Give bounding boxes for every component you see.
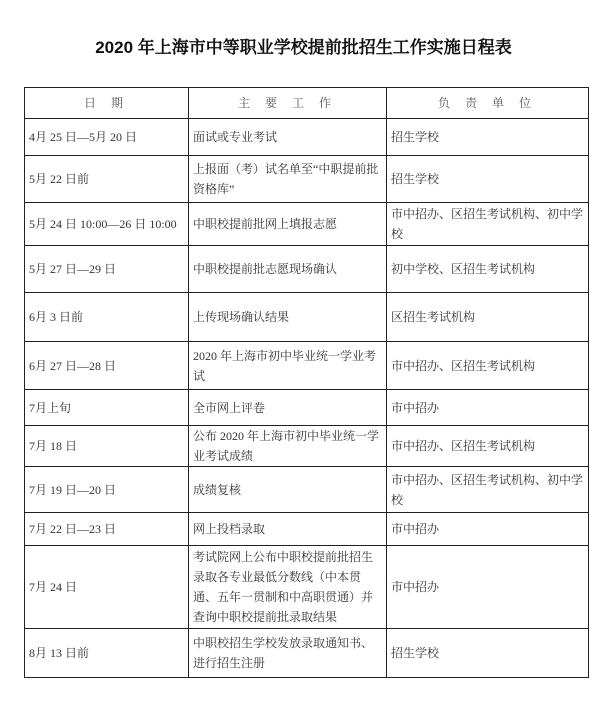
cell-unit: 初中学校、区招生考试机构 xyxy=(387,246,589,293)
cell-unit: 市中招办 xyxy=(387,390,589,426)
cell-unit: 市中招办、区招生考试机构、初中学校 xyxy=(387,467,589,513)
cell-date: 5月 24 日 10:00—26 日 10:00 xyxy=(25,203,189,246)
cell-date: 7月上旬 xyxy=(25,390,189,426)
cell-work: 中职校提前批网上填报志愿 xyxy=(189,203,387,246)
cell-work: 2020 年上海市初中毕业统一学业考试 xyxy=(189,342,387,390)
cell-unit: 招生学校 xyxy=(387,119,589,156)
header-unit: 负 责 单 位 xyxy=(387,88,589,119)
table-row xyxy=(25,513,589,546)
cell-date: 5月 22 日前 xyxy=(25,156,189,203)
table-row xyxy=(25,119,589,156)
table-row xyxy=(25,426,589,467)
cell-work: 中职校提前批志愿现场确认 xyxy=(189,246,387,293)
table-row xyxy=(25,246,589,293)
cell-unit: 招生学校 xyxy=(387,156,589,203)
table-row xyxy=(25,546,589,629)
table-row xyxy=(25,467,589,513)
cell-date: 7月 24 日 xyxy=(25,546,189,629)
table-row xyxy=(25,156,589,203)
cell-work: 中职校招生学校发放录取通知书、进行招生注册 xyxy=(189,629,387,678)
table-row xyxy=(25,342,589,390)
cell-date: 5月 27 日—29 日 xyxy=(25,246,189,293)
cell-date: 7月 18 日 xyxy=(25,426,189,467)
cell-work: 网上投档录取 xyxy=(189,513,387,546)
cell-unit: 市中招办 xyxy=(387,513,589,546)
cell-unit: 市中招办、区招生考试机构 xyxy=(387,342,589,390)
header-work: 主 要 工 作 xyxy=(189,88,387,119)
cell-unit: 区招生考试机构 xyxy=(387,293,589,342)
cell-unit: 市中招办、区招生考试机构、初中学校 xyxy=(387,203,589,246)
table-header-row xyxy=(25,88,589,119)
header-date: 日 期 xyxy=(25,88,189,119)
cell-work: 成绩复核 xyxy=(189,467,387,513)
cell-date: 7月 22 日—23 日 xyxy=(25,513,189,546)
table-row xyxy=(25,203,589,246)
cell-date: 6月 3 日前 xyxy=(25,293,189,342)
cell-date: 6月 27 日—28 日 xyxy=(25,342,189,390)
table-row xyxy=(25,629,589,678)
cell-date: 4月 25 日—5月 20 日 xyxy=(25,119,189,156)
cell-work: 上报面（考）试名单至“中职提前批资格库” xyxy=(189,156,387,203)
cell-unit: 市中招办 xyxy=(387,546,589,629)
cell-unit: 市中招办、区招生考试机构 xyxy=(387,426,589,467)
cell-date: 8月 13 日前 xyxy=(25,629,189,678)
table-row xyxy=(25,390,589,426)
cell-work: 考试院网上公布中职校提前批招生录取各专业最低分数线（中本贯通、五年一贯制和中高职贯通）并查询中职校提前批录取结果 xyxy=(189,546,387,629)
cell-work: 公布 2020 年上海市初中毕业统一学业考试成绩 xyxy=(189,426,387,467)
cell-unit: 招生学校 xyxy=(387,629,589,678)
table-row xyxy=(25,293,589,342)
cell-work: 全市网上评卷 xyxy=(189,390,387,426)
schedule-table xyxy=(24,87,589,678)
cell-work: 上传现场确认结果 xyxy=(189,293,387,342)
document-title: 2020 年上海市中等职业学校提前批招生工作实施日程表 xyxy=(95,38,512,57)
cell-work: 面试或专业考试 xyxy=(189,119,387,156)
cell-date: 7月 19 日—20 日 xyxy=(25,467,189,513)
